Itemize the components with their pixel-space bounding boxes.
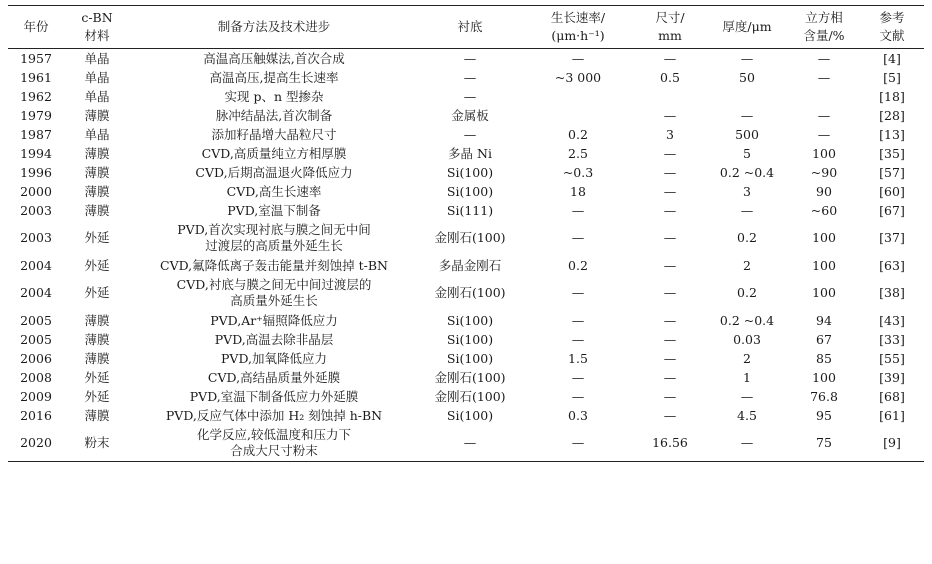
cell-substrate: Si(100) [446,331,494,347]
header-size [634,6,706,49]
table-row [8,330,924,349]
header-line: 制备方法及技术进步 [217,19,331,34]
cell-method [130,425,418,462]
cell-growth-rate: 2.5 [568,145,588,161]
cell-method [130,201,418,220]
cell-substrate: Si(100) [446,350,494,366]
cell-material: 单晶 [84,88,110,104]
cell-substrate: 金属板 [451,107,489,123]
header-line: 材料 [84,28,110,43]
cell-size: — [663,50,677,66]
cell-thickness: — [740,107,754,123]
header-line: c-BN [81,10,113,25]
cell-method [130,387,418,406]
cell-method [130,49,418,69]
cell-method [130,125,418,144]
header-line: (μm·h⁻¹) [551,28,605,43]
table-row [8,349,924,368]
cell-cubic-content: 75 [788,425,860,462]
cell-cubic-content: 100 [812,230,836,245]
method-line: PVD,首次实现衬底与膜之间无中间 [177,222,371,237]
cell-method [130,220,418,256]
cell-reference: [60] [879,183,905,199]
cell-year: 2004 [20,285,52,300]
cell-material: 薄膜 [84,202,110,218]
cell-material: 外延 [84,230,110,245]
cell-substrate: 金刚石(100) [434,369,506,385]
cell-size: 16.56 [634,425,706,462]
cell-method [130,330,418,349]
cell-material: 外延 [84,369,110,385]
table-row [8,144,924,163]
table-row [8,201,924,220]
cell-substrate: Si(100) [446,183,494,199]
cell-material: 薄膜 [84,164,110,180]
cell-growth-rate: 0.2 [568,257,588,273]
cell-substrate: Si(100) [446,164,494,180]
cell-cubic-content: 67 [816,331,832,347]
cell-thickness: 1 [743,369,751,385]
cell-reference: [37] [879,230,905,245]
header-line: mm [658,28,682,43]
header-line: 厚度/μm [722,19,772,34]
cell-size: — [663,312,677,328]
header-line: 文献 [879,28,905,43]
cell-reference: [61] [879,407,905,423]
cell-material: 薄膜 [84,331,110,347]
cell-reference: [9] [860,425,924,462]
method-line: 合成大尺寸粉末 [230,443,318,458]
cell-thickness: 0.2 [737,230,757,245]
cell-cubic-content: 95 [816,407,832,423]
cell-year: 2000 [20,183,52,199]
cell-material: 粉末 [64,425,130,462]
cell-growth-rate: — [571,202,585,218]
cell-cubic-content: 85 [816,350,832,366]
table-row [8,220,924,256]
cell-growth-rate [522,87,634,106]
cell-thickness: — [740,388,754,404]
method-line: CVD,高质量纯立方相厚膜 [201,145,347,161]
cell-size: — [663,202,677,218]
table-row [8,311,924,330]
cell-method [130,68,418,87]
cell-reference: [55] [879,350,905,366]
cell-thickness: — [740,50,754,66]
cell-year: 2020 [8,425,64,462]
cell-substrate: Si(100) [446,407,494,423]
cell-growth-rate: — [571,230,585,245]
table-row [8,425,924,462]
cell-year: 1996 [20,164,52,180]
cell-substrate: 金刚石(100) [434,388,506,404]
cell-material: 薄膜 [84,350,110,366]
cell-thickness: 5 [743,145,751,161]
cell-reference: [57] [879,164,905,180]
method-line: 高温高压,提高生长速率 [209,69,339,85]
cell-substrate: 多晶 Ni [448,145,492,161]
cell-cubic-content: — [817,107,831,123]
method-line: CVD,高结晶质量外延膜 [207,369,341,385]
method-line: 过渡层的高质量外延生长 [205,238,343,253]
cell-size: — [663,230,677,245]
cell-year: 1979 [20,107,52,123]
cell-growth-rate: — [571,369,585,385]
method-line: 脉冲结晶法,首次制备 [215,107,333,123]
cell-method [130,144,418,163]
method-line: PVD,室温下制备低应力外延膜 [189,388,359,404]
cell-substrate: Si(100) [446,312,494,328]
cell-size: — [663,407,677,423]
cell-substrate: — [418,425,522,462]
cell-reference: [33] [879,331,905,347]
cell-substrate: 多晶金刚石 [438,257,502,273]
cell-year: 2003 [20,202,52,218]
cell-cubic-content: ~60 [810,202,838,218]
cell-size: — [663,145,677,161]
cell-size: — [663,107,677,123]
cell-thickness: — [706,425,788,462]
cell-substrate: 金刚石(100) [434,285,506,300]
cell-reference: [68] [879,388,905,404]
cell-year: 2016 [20,407,52,423]
table-body [8,49,924,462]
cell-material: 薄膜 [84,407,110,423]
method-line: 化学反应,较低温度和压力下 [197,427,351,442]
method-line: 高温高压触媒法,首次合成 [203,50,345,66]
method-line: PVD,反应气体中添加 H₂ 刻蚀掉 h-BN [165,407,383,423]
cell-cubic-content: 90 [816,183,832,199]
cell-reference: [39] [879,369,905,385]
cell-material: 外延 [84,388,110,404]
cell-reference: [4] [883,50,901,66]
method-line: PVD,Ar⁺辐照降低应力 [210,312,338,328]
header-material [64,6,130,49]
header-line: 参考 [879,10,905,25]
cell-size: — [663,183,677,199]
cell-substrate: — [463,69,477,85]
method-line: 实现 p、n 型掺杂 [224,88,324,104]
method-line: CVD,氟降低离子轰击能量并刻蚀掉 t-BN [160,257,388,273]
header-line: 年份 [23,19,49,34]
cell-method [130,182,418,201]
cell-cubic-content: 94 [816,312,832,328]
cell-size: 3 [666,126,674,142]
method-line: PVD,室温下制备 [227,202,321,218]
header-cubic-content [788,6,860,49]
cell-year: 2006 [20,350,52,366]
cell-cubic-content: ~90 [810,164,838,180]
cell-size: — [663,257,677,273]
cell-cubic-content: — [817,69,831,85]
cell-thickness: 0.2 ~0.4 [719,312,775,328]
cell-method [130,368,418,387]
cell-cubic-content: 76.8 [810,388,838,404]
cell-thickness [706,87,788,106]
cell-year: 2008 [20,369,52,385]
cell-method [130,256,418,275]
cell-thickness: 0.2 [737,285,757,300]
cell-growth-rate: 1.5 [568,350,588,366]
cell-growth-rate [522,106,634,125]
cell-material: 单晶 [84,69,110,85]
cell-year: 1957 [20,50,52,66]
table-row [8,368,924,387]
table-row [8,87,924,106]
cell-growth-rate: ~3 000 [554,69,602,85]
cell-year: 1961 [20,69,52,85]
cell-substrate: — [463,126,477,142]
cell-substrate: — [463,88,477,104]
cell-thickness: 0.2 ~0.4 [719,164,775,180]
cell-cubic-content: — [817,50,831,66]
cell-thickness: 3 [743,183,751,199]
cell-method [130,406,418,425]
header-row [8,6,924,49]
header-year [8,6,64,49]
cell-size: — [663,369,677,385]
cell-size [634,87,706,106]
cell-growth-rate: — [571,312,585,328]
cell-thickness: 500 [735,126,759,142]
cell-size: — [663,285,677,300]
cell-thickness: 50 [739,69,755,85]
table-row [8,49,924,69]
cell-cubic-content: 100 [812,145,836,161]
header-growth-rate [522,6,634,49]
header-line: 衬底 [457,19,483,34]
cell-material: 单晶 [84,126,110,142]
header-substrate [418,6,522,49]
cell-substrate: Si(111) [446,202,494,218]
cell-material: 薄膜 [84,107,110,123]
method-line: 添加籽晶增大晶粒尺寸 [211,126,337,142]
cell-year: 2005 [20,331,52,347]
cell-method [130,349,418,368]
cell-year: 1994 [20,145,52,161]
cell-material: 薄膜 [84,145,110,161]
cell-growth-rate: — [571,331,585,347]
method-line: 高质量外延生长 [230,293,318,308]
cell-growth-rate: — [571,285,585,300]
cell-substrate: — [463,50,477,66]
cell-year: 2003 [20,230,52,245]
header-reference [860,6,924,49]
method-line: PVD,高温去除非晶层 [214,331,334,347]
method-line: CVD,后期高温退火降低应力 [195,164,353,180]
cell-cubic-content [788,87,860,106]
header-line: 生长速率/ [550,10,606,25]
cell-reference: [63] [879,257,905,273]
cell-growth-rate: 0.3 [568,407,588,423]
cell-material: 外延 [84,285,110,300]
cell-size: — [663,350,677,366]
table-row [8,68,924,87]
cell-material: 单晶 [84,50,110,66]
cell-substrate: 金刚石(100) [434,230,506,245]
cell-growth-rate: — [522,425,634,462]
cell-growth-rate: — [571,50,585,66]
cell-reference: [18] [879,88,905,104]
cell-reference: [35] [879,145,905,161]
cell-reference: [67] [879,202,905,218]
cell-growth-rate: 18 [570,183,586,199]
cell-thickness: 2 [743,350,751,366]
method-line: CVD,衬底与膜之间无中间过渡层的 [176,277,372,292]
header-thickness [706,6,788,49]
table-row [8,387,924,406]
cell-material: 薄膜 [84,183,110,199]
cell-reference: [43] [879,312,905,328]
cell-thickness: 0.03 [733,331,761,347]
cell-method [130,87,418,106]
cell-cubic-content: — [817,126,831,142]
cell-year: 2004 [20,257,52,273]
table-row [8,163,924,182]
header-line: 含量/% [803,28,845,43]
cell-method [130,311,418,330]
cell-year: 1987 [20,126,52,142]
table-row [8,182,924,201]
cell-reference: [5] [883,69,901,85]
method-line: PVD,加氧降低应力 [221,350,327,366]
cell-size: — [663,388,677,404]
cbn-progress-table [8,5,924,462]
cell-thickness: — [740,202,754,218]
cell-cubic-content: 100 [812,285,836,300]
cell-cubic-content: 100 [812,369,836,385]
cell-thickness: 4.5 [737,407,757,423]
cell-growth-rate: — [571,388,585,404]
cell-year: 1962 [20,88,52,104]
cell-year: 2009 [20,388,52,404]
table-row [8,256,924,275]
cell-size: — [663,164,677,180]
method-line: CVD,高生长速率 [226,183,322,199]
cell-year: 2005 [20,312,52,328]
table-row [8,406,924,425]
cell-thickness: 2 [743,257,751,273]
cell-material: 外延 [84,257,110,273]
cell-method [130,275,418,311]
table-row [8,275,924,311]
cell-cubic-content: 100 [812,257,836,273]
cell-reference: [28] [879,107,905,123]
cell-method [130,163,418,182]
header-method [130,6,418,49]
cell-growth-rate: ~0.3 [562,164,594,180]
header-line: 立方相 [805,10,843,25]
cell-growth-rate: 0.2 [568,126,588,142]
header-line: 尺寸/ [655,10,685,25]
cell-method [130,106,418,125]
table-row [8,106,924,125]
cell-reference: [13] [879,126,905,142]
table-row [8,125,924,144]
cell-size: — [663,331,677,347]
cell-material: 薄膜 [84,312,110,328]
cell-size: 0.5 [660,69,680,85]
cell-reference: [38] [879,285,905,300]
